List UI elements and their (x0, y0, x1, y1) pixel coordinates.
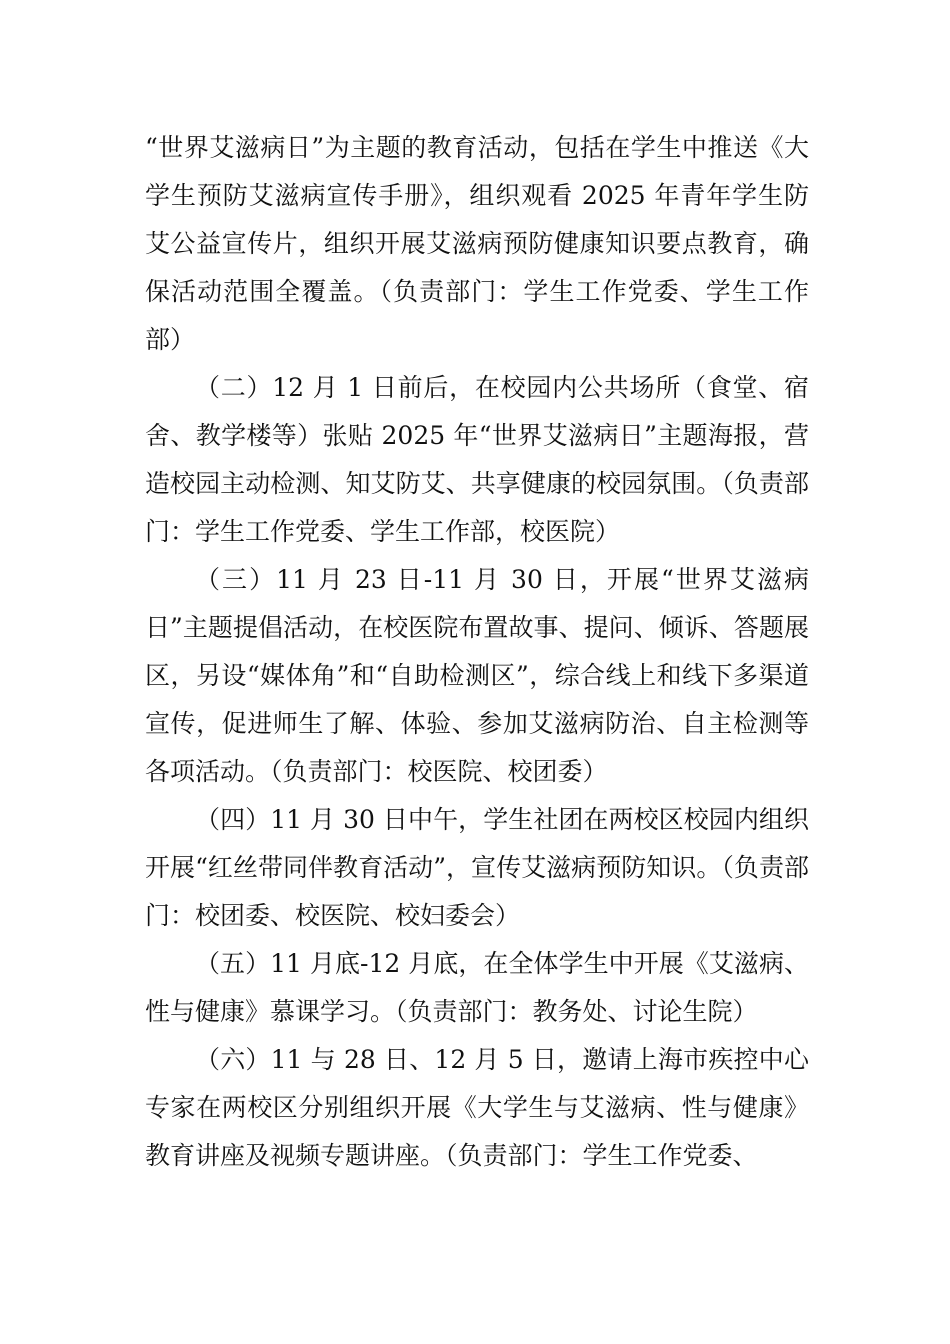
paragraph-item-6: （六）11 与 28 日、12 月 5 日，邀请上海市疾控中心专家在两校区分别组织开展《大学生与艾滋病、性与健康》教育讲座及视频专题讲座。（负责部门：学生工作党委、 (145, 1045, 809, 1170)
paragraph-item-3: （三）11 月 23 日-11 月 30 日，开展“世界艾滋病日”主题提倡活动，在校医院布置故事、提问、倾诉、答题展区，另设“媒体角”和“自助检测区”，综合线上和线下多渠道宣传，促进师生了解、体验、参加艾滋病防治、自主检测等各项活动。（负责部门：校医院、校团委） (145, 565, 809, 786)
paragraph-continuation: “世界艾滋病日”为主题的教育活动，包括在学生中推送《大学生预防艾滋病宣传手册》，组织观看 2025 年青年学生防艾公益宣传片，组织开展艾滋病预防健康知识要点教育，确保活动范围全覆盖。（负责部门：学生工作党委、学生工作部） (145, 133, 809, 354)
paragraph-item-5: （五）11 月底-12 月底，在全体学生中开展《艾滋病、性与健康》慕课学习。（负责部门：教务处、讨论生院） (145, 949, 809, 1026)
paragraph-item-4: （四）11 月 30 日中午，学生社团在两校区校园内组织开展“红丝带同伴教育活动”，宣传艾滋病预防知识。（负责部门：校团委、校医院、校妇委会） (145, 805, 809, 930)
paragraph-item-2: （二）12 月 1 日前后，在校园内公共场所（食堂、宿舍、教学楼等）张贴 2025 年“世界艾滋病日”主题海报，营造校园主动检测、知艾防艾、共享健康的校园氛围。（负责部门：学生工作党委、学生工作部，校医院） (145, 373, 809, 546)
document-body (145, 124, 809, 1180)
